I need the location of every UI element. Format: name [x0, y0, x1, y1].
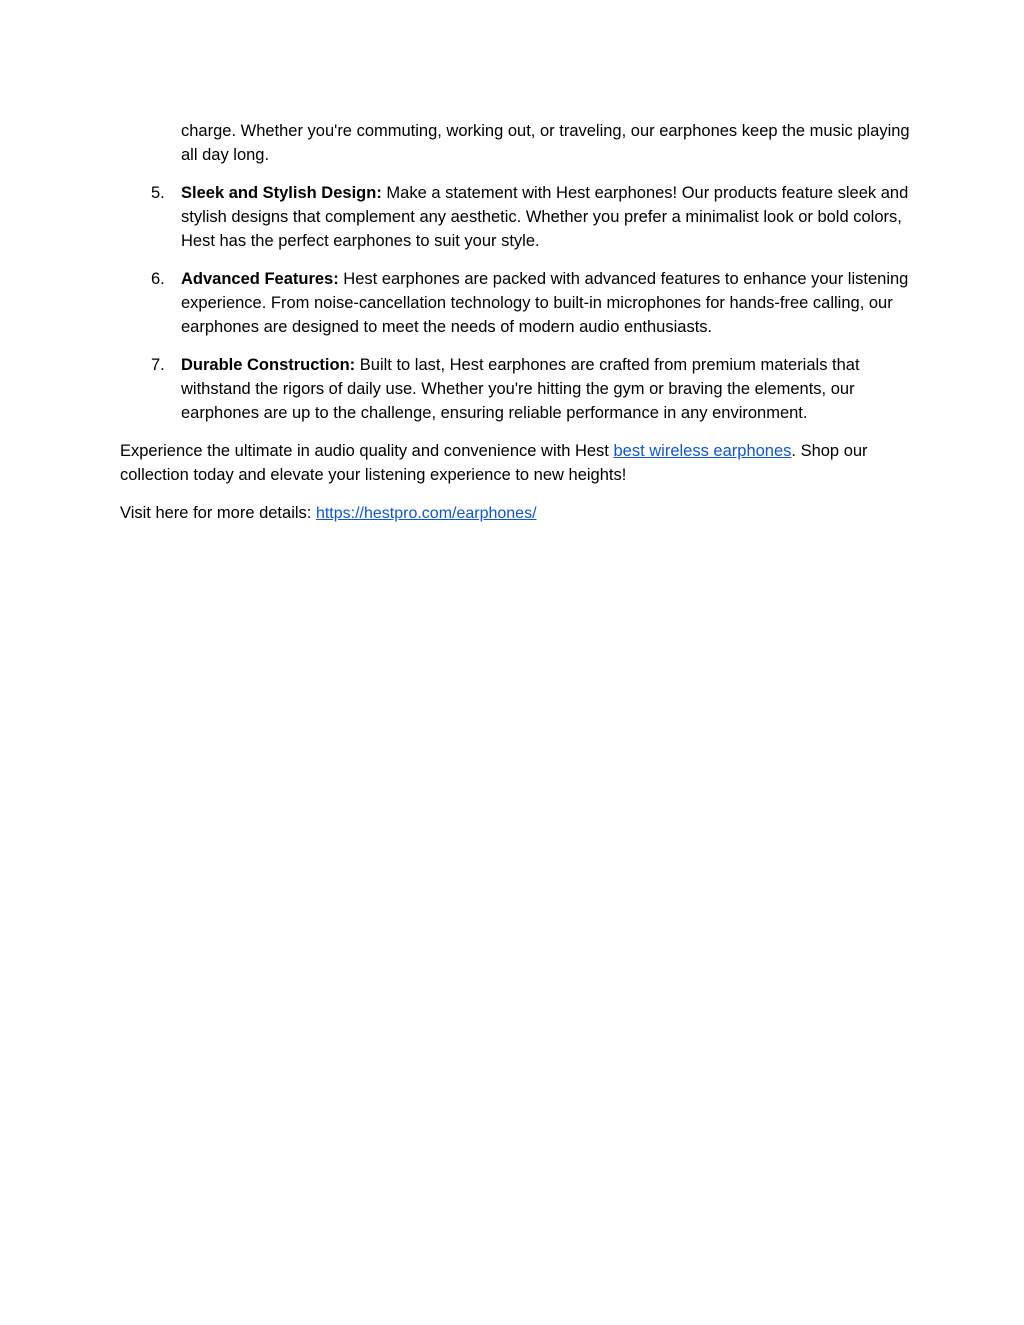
list-item-heading: Durable Construction: [181, 356, 356, 374]
list-item-text: Hest earphones are packed with advanced features to enhance your listening experience. From noise-cancellation technology to built-in microphones for hands-free calling, our earphones are designed to meet the needs of modern audio enthusiasts. [181, 270, 909, 336]
list-number: 7. [151, 356, 165, 374]
document-page [120, 119, 910, 540]
best-wireless-earphones-link[interactable]: best wireless earphones [613, 442, 792, 460]
list-number: 5. [151, 184, 165, 202]
visit-paragraph [120, 501, 910, 526]
closing-text-after: . Shop our collection today and elevate your listening experience to new heights! [120, 442, 868, 484]
list-item-continuation: charge. Whether you're commuting, working out, or traveling, our earphones keep the music playing all day long. [181, 122, 910, 164]
list-item-heading: Advanced Features: [181, 270, 339, 288]
list-item-text: Make a statement with Hest earphones! Our products feature sleek and stylish designs that complement any aesthetic. Whether you prefer a minimalist look or bold colors, Hest has the perfect earphones to suit your style. [181, 184, 909, 250]
list-item-heading: Sleek and Stylish Design: [181, 184, 382, 202]
closing-text-before: Experience the ultimate in audio quality and convenience with Hest [120, 442, 614, 460]
visit-label: Visit here for more details: [120, 504, 316, 522]
list-item-text: Built to last, Hest earphones are crafted from premium materials that withstand the rigors of daily use. Whether you're hitting the gym or braving the elements, our earphones are up to the challenge, ensuring reliable performance in any environment. [181, 356, 860, 422]
list-item-construction [120, 353, 910, 425]
list-item-design [120, 181, 910, 253]
list-item-features [120, 267, 910, 339]
closing-paragraph [120, 439, 910, 487]
list-number: 6. [151, 270, 165, 288]
hestpro-url-link[interactable]: https://hestpro.com/earphones/ [315, 505, 537, 522]
